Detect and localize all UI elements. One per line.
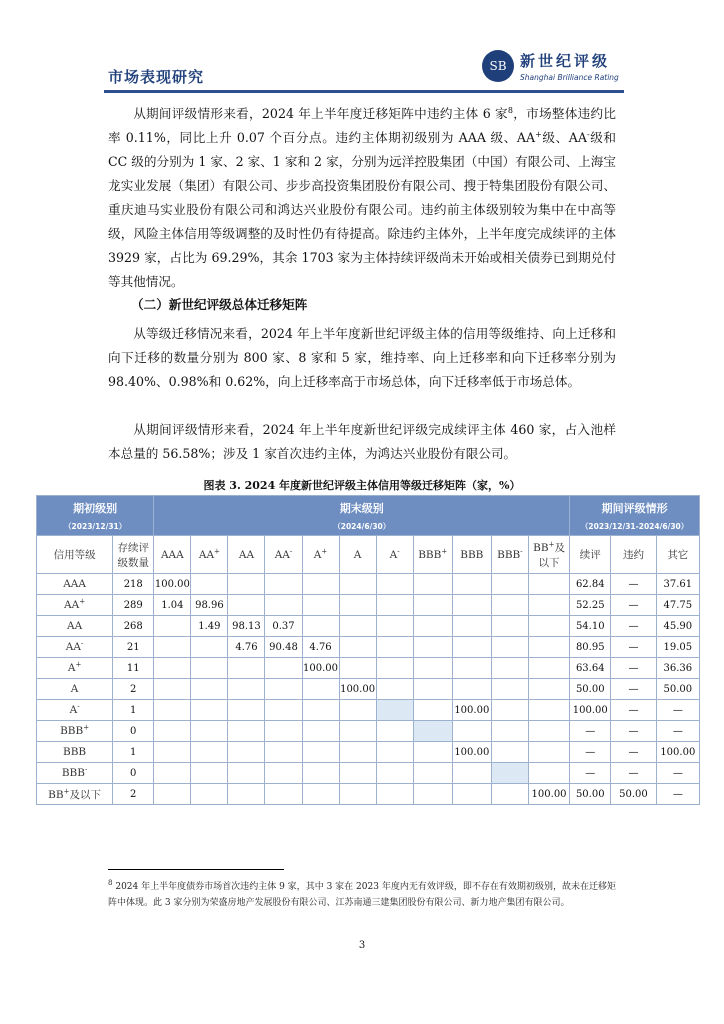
- rating-base: A: [70, 683, 79, 695]
- matrix-cell: 4.76: [228, 637, 265, 658]
- row-count: 2: [113, 679, 154, 700]
- row-rating-label: [37, 574, 113, 595]
- matrix-cell: [528, 721, 569, 742]
- rating-base: A: [69, 704, 78, 716]
- matrix-cell: [154, 637, 191, 658]
- matrix-cell: [413, 637, 452, 658]
- matrix-cell: 100.00: [452, 742, 491, 763]
- row-count: 11: [113, 658, 154, 679]
- matrix-cell: [452, 637, 491, 658]
- matrix-cell: [302, 574, 339, 595]
- matrix-cell: [228, 574, 265, 595]
- matrix-cell: 100.00: [452, 700, 491, 721]
- matrix-cell: [491, 637, 528, 658]
- col-header-end-rating: [413, 536, 452, 574]
- matrix-cell: [339, 700, 376, 721]
- rating-base: BBB: [61, 767, 85, 779]
- rating-modifier: -: [289, 547, 293, 555]
- matrix-cell: [528, 616, 569, 637]
- matrix-cell: [528, 742, 569, 763]
- row-rating-label: [37, 784, 113, 805]
- company-logo: [482, 48, 632, 90]
- row-rating-label: [37, 595, 113, 616]
- col-header-end-rating: [491, 536, 528, 574]
- table-row: [37, 742, 700, 763]
- matrix-cell: [339, 595, 376, 616]
- rating-modifier: -: [84, 765, 88, 774]
- row-rating-label: [37, 721, 113, 742]
- matrix-cell: [413, 700, 452, 721]
- row-rating-label: [37, 616, 113, 637]
- row-renew: —: [570, 721, 611, 742]
- matrix-cell: [491, 595, 528, 616]
- matrix-cell: [413, 763, 452, 784]
- rating-base: BB: [48, 788, 64, 801]
- matrix-cell: 1.49: [191, 616, 228, 637]
- row-renew: —: [570, 742, 611, 763]
- col-header-other: 其它: [656, 536, 699, 574]
- row-rating-label: [37, 763, 113, 784]
- row-renew: 100.00: [570, 700, 611, 721]
- rating-base: AA: [66, 620, 83, 632]
- row-rating-label: [37, 700, 113, 721]
- matrix-cell: [491, 742, 528, 763]
- row-other: 47.75: [656, 595, 699, 616]
- matrix-cell: 100.00: [302, 658, 339, 679]
- matrix-cell: [265, 574, 302, 595]
- rating-modifier: +: [441, 547, 448, 555]
- matrix-cell: [228, 595, 265, 616]
- matrix-cell: [228, 658, 265, 679]
- matrix-cell: [265, 595, 302, 616]
- header-divider: [104, 90, 624, 93]
- row-default: —: [611, 763, 656, 784]
- row-count: 0: [113, 763, 154, 784]
- matrix-cell: [339, 784, 376, 805]
- rating-base: BBB: [418, 548, 442, 561]
- rating-base: AA: [238, 548, 255, 561]
- row-renew: 62.84: [570, 574, 611, 595]
- header-initial-rating: 期初级别 （2023/12/31）: [37, 496, 154, 536]
- matrix-cell: [528, 595, 569, 616]
- matrix-cell: [265, 763, 302, 784]
- row-renew: —: [570, 763, 611, 784]
- matrix-cell: [228, 763, 265, 784]
- matrix-cell: [452, 721, 491, 742]
- matrix-cell: [528, 679, 569, 700]
- row-other: 36.36: [656, 658, 699, 679]
- matrix-cell: [154, 742, 191, 763]
- table-row: [37, 679, 700, 700]
- row-other: —: [656, 700, 699, 721]
- row-other: 50.00: [656, 679, 699, 700]
- rating-modifier: +: [548, 540, 555, 548]
- rating-base: BBB: [60, 725, 84, 737]
- matrix-cell: [452, 679, 491, 700]
- row-count: 21: [113, 637, 154, 658]
- matrix-cell: [191, 574, 228, 595]
- col-header-end-rating: [265, 536, 302, 574]
- matrix-cell: [265, 700, 302, 721]
- col-header-count: 存续评级数量: [113, 536, 154, 574]
- matrix-cell: [191, 658, 228, 679]
- row-default: 50.00: [611, 784, 656, 805]
- row-renew: 50.00: [570, 784, 611, 805]
- matrix-cell: [452, 658, 491, 679]
- header-period-rating: 期间评级情形 （2023/12/31-2024/6/30）: [570, 496, 700, 536]
- row-count: 2: [113, 784, 154, 805]
- matrix-cell: [191, 679, 228, 700]
- header-end-rating: 期末级别 （2024/6/30）: [154, 496, 570, 536]
- row-other: 100.00: [656, 742, 699, 763]
- rating-modifier: +: [63, 787, 70, 795]
- row-other: —: [656, 784, 699, 805]
- rating-base: A: [389, 548, 398, 561]
- matrix-cell: [528, 700, 569, 721]
- matrix-cell: [191, 742, 228, 763]
- rating-modifier: -: [397, 547, 400, 555]
- rating-base: AA: [64, 599, 80, 611]
- rating-modifier: -: [77, 702, 80, 711]
- footnote-divider: [108, 869, 284, 870]
- matrix-cell: 98.96: [191, 595, 228, 616]
- matrix-cell: [413, 574, 452, 595]
- col-header-end-rating: [228, 536, 265, 574]
- matrix-cell: [376, 784, 413, 805]
- row-count: 1: [113, 700, 154, 721]
- logo-chinese-name: 新世纪评级: [520, 52, 611, 70]
- matrix-cell: [265, 721, 302, 742]
- matrix-cell: [339, 763, 376, 784]
- matrix-cell: [302, 784, 339, 805]
- rating-base: AAA: [160, 548, 184, 561]
- matrix-cell: [154, 679, 191, 700]
- matrix-cell: [452, 784, 491, 805]
- matrix-cell: [491, 784, 528, 805]
- row-rating-label: [37, 742, 113, 763]
- logo-english-name: Shanghai Brilliance Rating: [520, 73, 619, 82]
- matrix-cell: [191, 700, 228, 721]
- table-row: [37, 616, 700, 637]
- rating-base: AA: [65, 641, 81, 653]
- matrix-cell: [528, 658, 569, 679]
- matrix-cell: [228, 742, 265, 763]
- footnote-ref: 8: [507, 105, 514, 115]
- footnote: $^8$ 2024 年上半年度债券市场首次违约主体 9 家，其中 3 家在 2023 年度内无有效评级，即不存在有效期初级别，故未在迁移矩阵中体现。此 3 家分别为荣盛房地产发展股份有限公司、江苏南通三建集团股份有限公司、新力地产集团有限公司。: [108, 879, 616, 908]
- row-default: —: [611, 616, 656, 637]
- matrix-cell: [413, 658, 452, 679]
- matrix-cell: [265, 742, 302, 763]
- paragraph-period-rating: 从期间评级情形来看，2024 年上半年度新世纪评级完成续评主体 460 家，占入池样本总量的 56.58%；涉及 1 家首次违约主体，为鸿达兴业股份有限公司。: [108, 422, 616, 461]
- matrix-cell: [265, 658, 302, 679]
- rating-modifier: +: [79, 597, 86, 606]
- matrix-cell: [376, 616, 413, 637]
- row-count: 289: [113, 595, 154, 616]
- matrix-cell: [452, 595, 491, 616]
- matrix-cell: 4.76: [302, 637, 339, 658]
- matrix-cell: [376, 721, 413, 742]
- table-caption: 图表 3. 2024 年度新世纪评级主体信用等级迁移矩阵（家，%）: [203, 479, 521, 492]
- row-renew: 50.00: [570, 679, 611, 700]
- row-default: —: [611, 637, 656, 658]
- col-header-rating: 信用等级: [37, 536, 113, 574]
- row-count: 1: [113, 742, 154, 763]
- matrix-cell: [265, 679, 302, 700]
- rating-suffix: 及以下: [538, 541, 565, 569]
- matrix-cell: [528, 763, 569, 784]
- row-default: —: [611, 721, 656, 742]
- rating-base: BB: [533, 541, 549, 554]
- matrix-cell: [154, 763, 191, 784]
- table-row: [37, 595, 700, 616]
- matrix-cell: [339, 742, 376, 763]
- row-other: —: [656, 721, 699, 742]
- matrix-cell: [491, 679, 528, 700]
- row-other: 37.61: [656, 574, 699, 595]
- rating-modifier: +: [83, 723, 90, 732]
- col-header-end-rating: [452, 536, 491, 574]
- matrix-cell: [491, 763, 528, 784]
- section-heading: （二）新世纪评级总体迁移矩阵: [131, 297, 308, 312]
- matrix-cell: [191, 763, 228, 784]
- matrix-cell: [191, 784, 228, 805]
- row-renew: 54.10: [570, 616, 611, 637]
- matrix-cell: [528, 574, 569, 595]
- paragraph-migration-overview: 从等级迁移情况来看，2024 年上半年度新世纪评级主体的信用等级维持、向上迁移和向下迁移的数量分别为 800 家、8 家和 5 家，维持率、向上迁移率和向下迁移率分别为 98.40%、0.98%和 0.62%，向上迁移率高于市场总体，向下迁移率低于市场总体。: [108, 326, 616, 389]
- matrix-cell: [376, 637, 413, 658]
- matrix-cell: [376, 763, 413, 784]
- matrix-cell: [154, 700, 191, 721]
- rating-base: BBB: [497, 548, 521, 561]
- paragraph-default-analysis: 从期间评级情形来看，2024 年上半年度迁移矩阵中违约主体 6 家$^8$，市场整体违约比率 0.11%，同比上升 0.07 个百分点。违约主体期初级别为 AAA 级、AA+级、AA-级和 CC 级的分别为 1 家、2 家、1 家和 2 家，分别为远洋控股集团（中国）有限公司、上海宝龙实业发展（集团）有限公司、步步高投资集团股份有限公司、搜于特集团股份有限公司、重庆迪马实业股份有限公司和鸿达兴业股份有限公司。违约前主体级别较为集中在中高等级，风险主体信用等级调整的及时性仍有待提高。除违约主体外，上半年度完成续评的主体 3929 家，占比为 69.29%，其余 1703 家为主体持续评级尚未开始或相关债券已到期兑付等其他情况。: [108, 105, 617, 289]
- row-other: 19.05: [656, 637, 699, 658]
- row-default: —: [611, 574, 656, 595]
- row-default: —: [611, 742, 656, 763]
- matrix-cell: [339, 574, 376, 595]
- row-default: —: [611, 679, 656, 700]
- matrix-cell: 98.13: [228, 616, 265, 637]
- row-rating-label: [37, 658, 113, 679]
- matrix-cell: [154, 721, 191, 742]
- matrix-cell: [265, 784, 302, 805]
- rating-base: A: [67, 662, 76, 674]
- row-default: —: [611, 595, 656, 616]
- rating-modifier: +: [214, 547, 220, 555]
- matrix-cell: [302, 742, 339, 763]
- col-header-end-rating: [528, 536, 569, 574]
- rating-modifier: +: [321, 547, 328, 555]
- matrix-cell: [491, 574, 528, 595]
- matrix-cell: [339, 616, 376, 637]
- migration-matrix-table: [36, 495, 700, 805]
- page-number: 3: [358, 940, 366, 951]
- row-rating-label: [37, 637, 113, 658]
- col-header-end-rating: [302, 536, 339, 574]
- row-renew: 80.95: [570, 637, 611, 658]
- matrix-cell: [452, 763, 491, 784]
- rating-base: AA: [198, 548, 215, 561]
- row-default: —: [611, 700, 656, 721]
- matrix-cell: [302, 721, 339, 742]
- rating-modifier: +: [75, 660, 82, 669]
- row-count: 268: [113, 616, 154, 637]
- matrix-cell: [339, 721, 376, 742]
- matrix-cell: [154, 658, 191, 679]
- col-header-end-rating: [191, 536, 228, 574]
- row-count: 218: [113, 574, 154, 595]
- table-row: [37, 784, 700, 805]
- matrix-cell: [413, 616, 452, 637]
- col-header-end-rating: [154, 536, 191, 574]
- matrix-cell: [491, 616, 528, 637]
- matrix-cell: [376, 574, 413, 595]
- rating-base: BBB: [63, 746, 87, 758]
- rating-base: A: [313, 548, 322, 561]
- col-header-end-rating: [339, 536, 376, 574]
- logo-emblem-icon: SB: [482, 50, 514, 82]
- rating-base: A: [353, 548, 362, 561]
- matrix-cell: [491, 721, 528, 742]
- matrix-cell: [413, 784, 452, 805]
- rating-base: AAA: [63, 578, 86, 590]
- matrix-cell: [376, 595, 413, 616]
- matrix-cell: [452, 616, 491, 637]
- matrix-cell: [452, 574, 491, 595]
- matrix-cell: [302, 595, 339, 616]
- matrix-cell: [376, 742, 413, 763]
- matrix-cell: [376, 700, 413, 721]
- matrix-cell: [191, 637, 228, 658]
- matrix-cell: [413, 721, 452, 742]
- rating-modifier: -: [520, 547, 523, 555]
- matrix-cell: [154, 784, 191, 805]
- matrix-cell: 100.00: [339, 679, 376, 700]
- table-row: [37, 637, 700, 658]
- rating-modifier: -: [80, 639, 84, 648]
- row-renew: 63.64: [570, 658, 611, 679]
- matrix-cell: 90.48: [265, 637, 302, 658]
- matrix-cell: 0.37: [265, 616, 302, 637]
- row-other: 45.90: [656, 616, 699, 637]
- matrix-cell: [491, 658, 528, 679]
- matrix-cell: [491, 700, 528, 721]
- table-row: [37, 658, 700, 679]
- rating-base: BBB: [460, 548, 484, 561]
- row-count: 0: [113, 721, 154, 742]
- matrix-cell: [302, 616, 339, 637]
- rating-suffix: 及以下: [69, 788, 101, 801]
- matrix-cell: [413, 595, 452, 616]
- matrix-cell: [376, 679, 413, 700]
- row-rating-label: [37, 679, 113, 700]
- matrix-cell: [191, 721, 228, 742]
- matrix-cell: [302, 679, 339, 700]
- matrix-cell: 100.00: [154, 574, 191, 595]
- matrix-cell: [339, 658, 376, 679]
- matrix-cell: [228, 721, 265, 742]
- row-default: —: [611, 658, 656, 679]
- matrix-cell: [528, 637, 569, 658]
- matrix-cell: [154, 616, 191, 637]
- row-renew: 52.25: [570, 595, 611, 616]
- table-row: [37, 721, 700, 742]
- rating-base: AA: [274, 548, 290, 561]
- table-row: [37, 700, 700, 721]
- col-header-renew: 续评: [570, 536, 611, 574]
- matrix-cell: [302, 700, 339, 721]
- matrix-cell: [228, 784, 265, 805]
- matrix-cell: [413, 679, 452, 700]
- matrix-cell: [228, 700, 265, 721]
- table-row: [37, 763, 700, 784]
- matrix-cell: 1.04: [154, 595, 191, 616]
- col-header-end-rating: [376, 536, 413, 574]
- col-header-default: 违约: [611, 536, 656, 574]
- matrix-cell: [339, 637, 376, 658]
- page-header-title: 市场表现研究: [108, 68, 205, 86]
- matrix-cell: 100.00: [528, 784, 569, 805]
- matrix-cell: [228, 679, 265, 700]
- table-row: [37, 574, 700, 595]
- matrix-cell: [376, 658, 413, 679]
- matrix-cell: [413, 742, 452, 763]
- matrix-cell: [302, 763, 339, 784]
- row-other: —: [656, 763, 699, 784]
